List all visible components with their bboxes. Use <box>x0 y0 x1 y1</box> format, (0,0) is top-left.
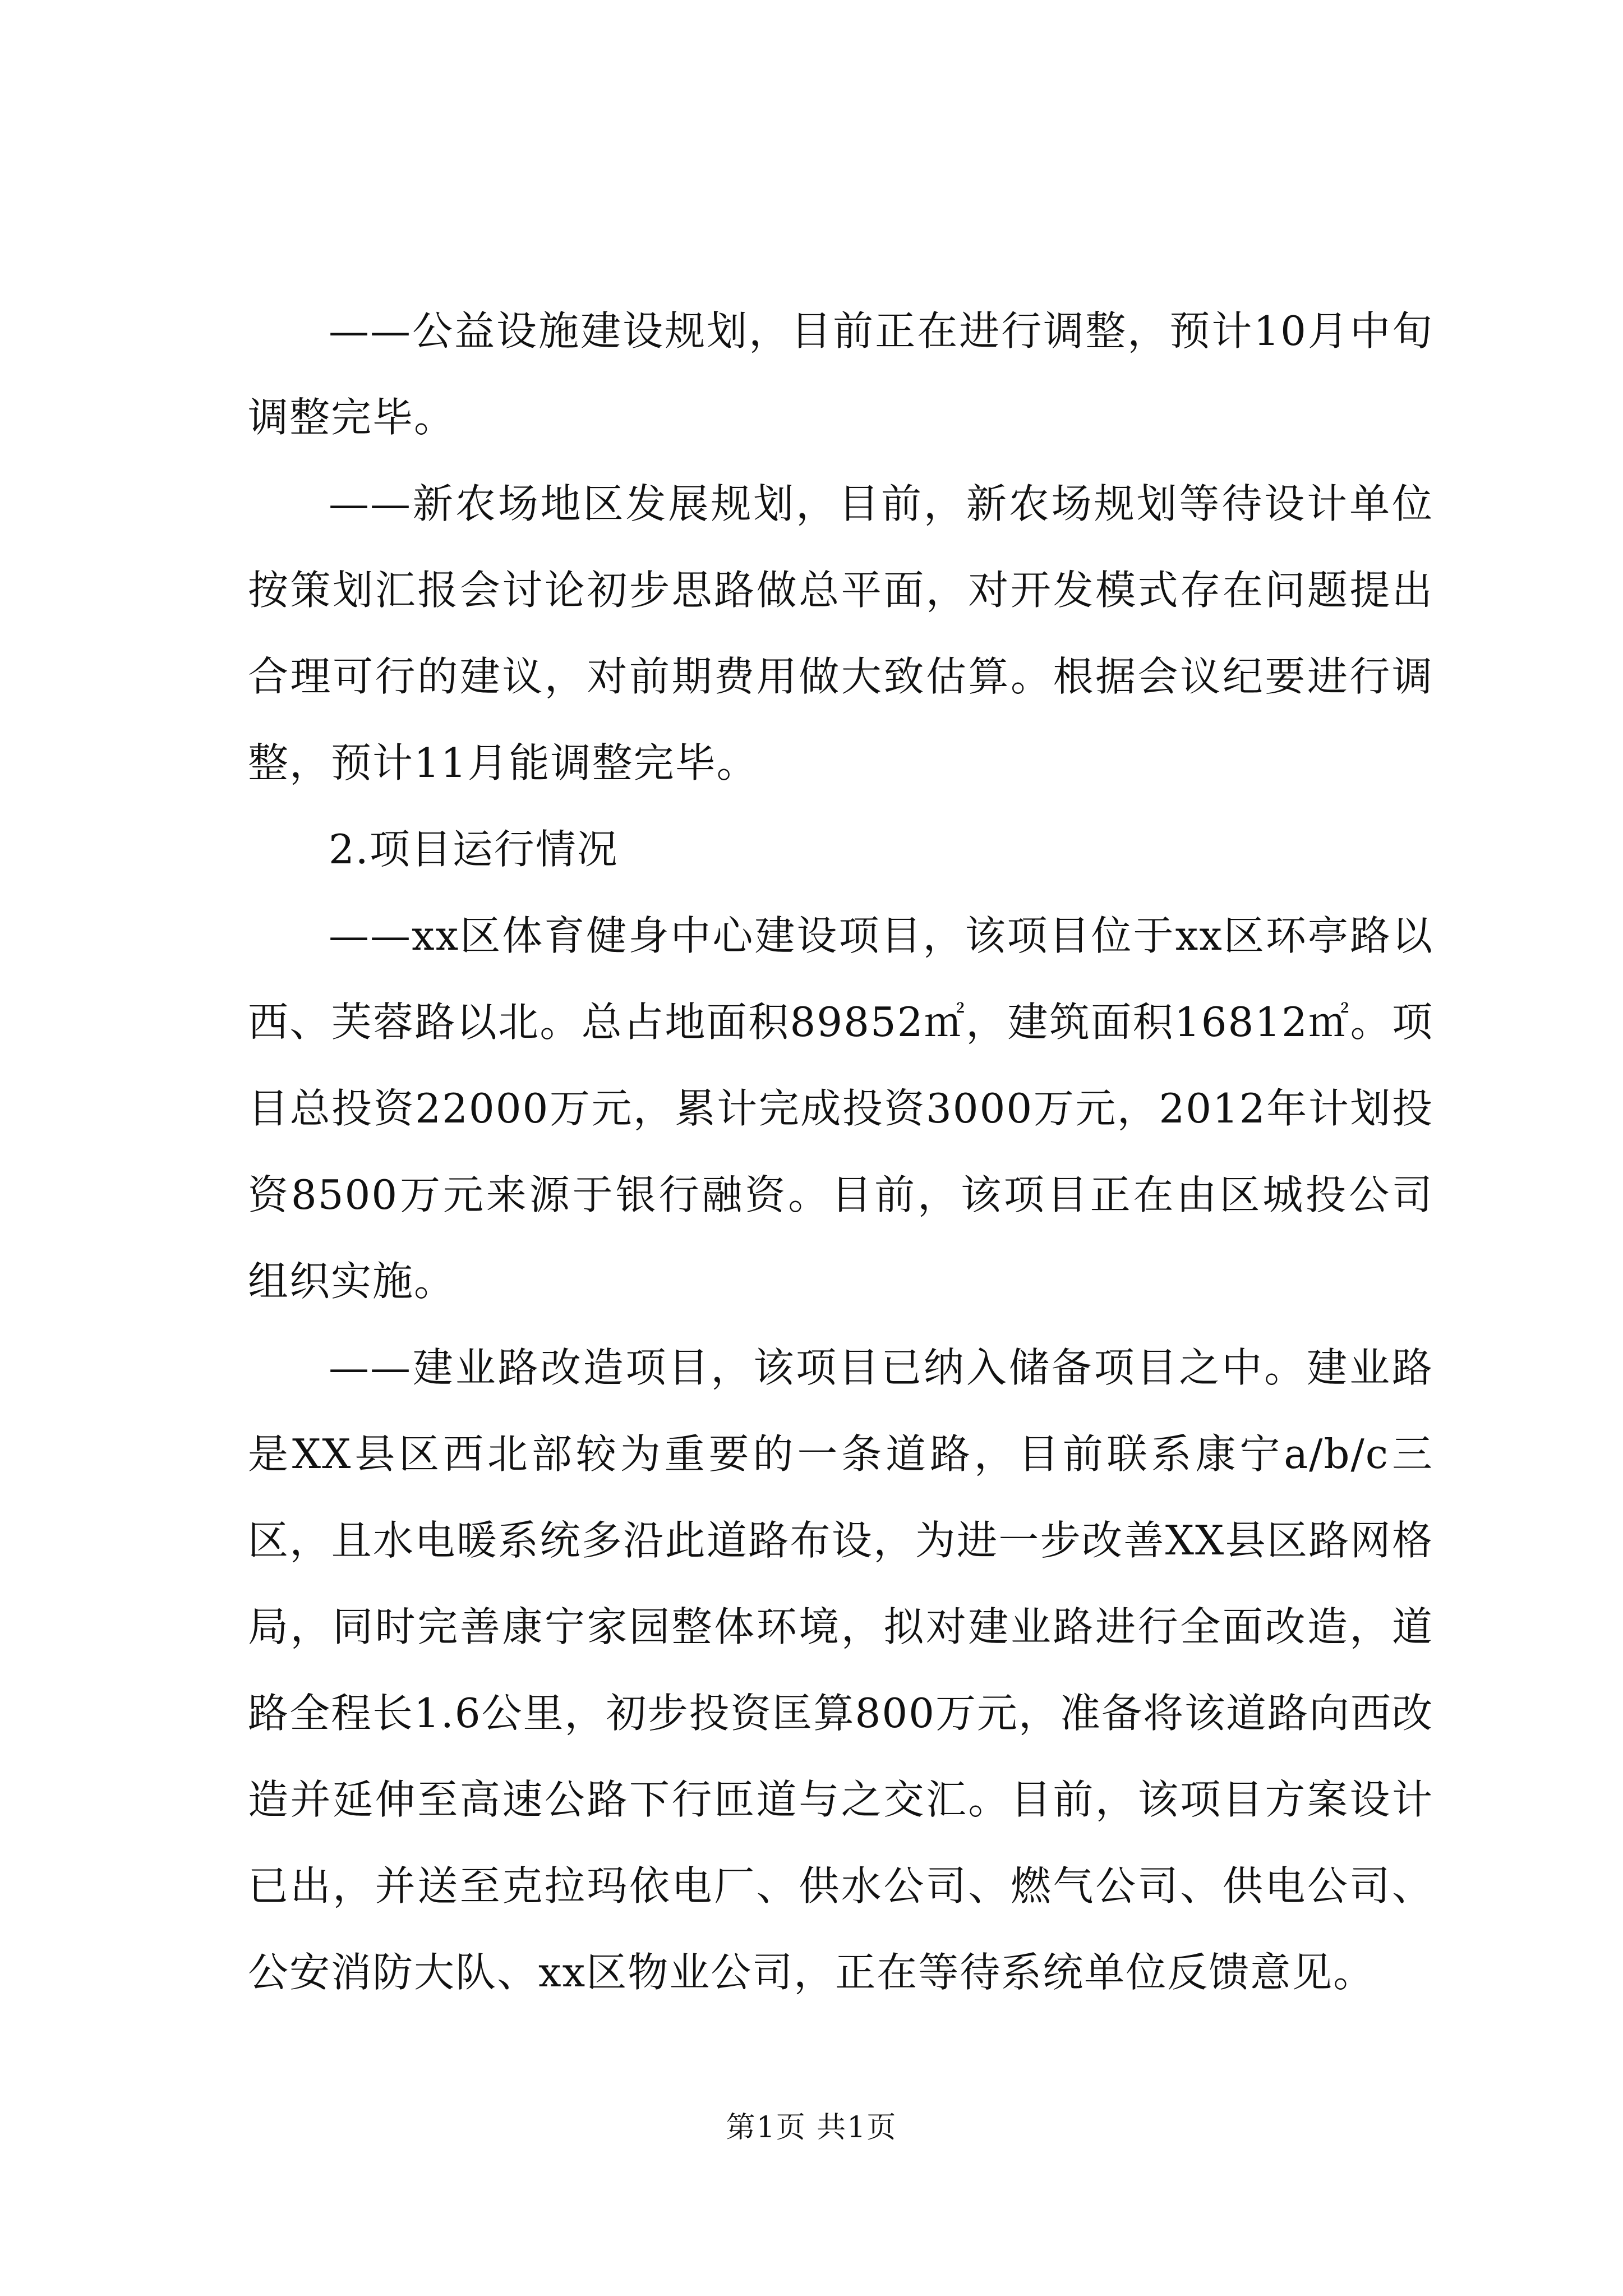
paragraph-fitness-center-project: ——xx区体育健身中心建设项目，该项目位于xx区环亭路以西、芙蓉路以北。总占地面积89852㎡，建筑面积16812㎡。项目总投资22000万元，累计完成投资3000万元，2012年计划投资8500万元来源于银行融资。目前，该项目正在由区城投公司组织实施。 <box>248 912 1433 1305</box>
paragraph-new-farm-plan: ——新农场地区发展规划，目前，新农场规划等待设计单位按策划汇报会讨论初步思路做总平面，对开发模式存在问题提出合理可行的建议，对前期费用做大致估算。根据会议纪要进行调整，预计11月能调整完毕。 <box>248 480 1433 786</box>
page-footer: 第1页 共1页 <box>726 2111 897 2145</box>
section-heading-project-status: 2.项目运行情况 <box>329 826 619 873</box>
document-body <box>248 288 1433 2016</box>
paragraph-jianye-road-project: ——建业路改造项目，该项目已纳入储备项目之中。建业路是XX县区西北部较为重要的一条道路，目前联系康宁a/b/c三区，且水电暖系统多沿此道路布设，为进一步改善XX县区路网格局，同时完善康宁家园整体环境，拟对建业路进行全面改造，道路全程长1.6公里，初步投资匡算800万元，准备将该道路向西改造并延伸至高速公路下行匝道与之交汇。目前，该项目方案设计已出，并送至克拉玛依电厂、供水公司、燃气公司、供电公司、公安消防大队、xx区物业公司，正在等待系统单位反馈意见。 <box>248 1344 1433 1996</box>
paragraph-public-facilities-plan: ——公益设施建设规划，目前正在进行调整，预计10月中旬调整完毕。 <box>248 307 1433 441</box>
